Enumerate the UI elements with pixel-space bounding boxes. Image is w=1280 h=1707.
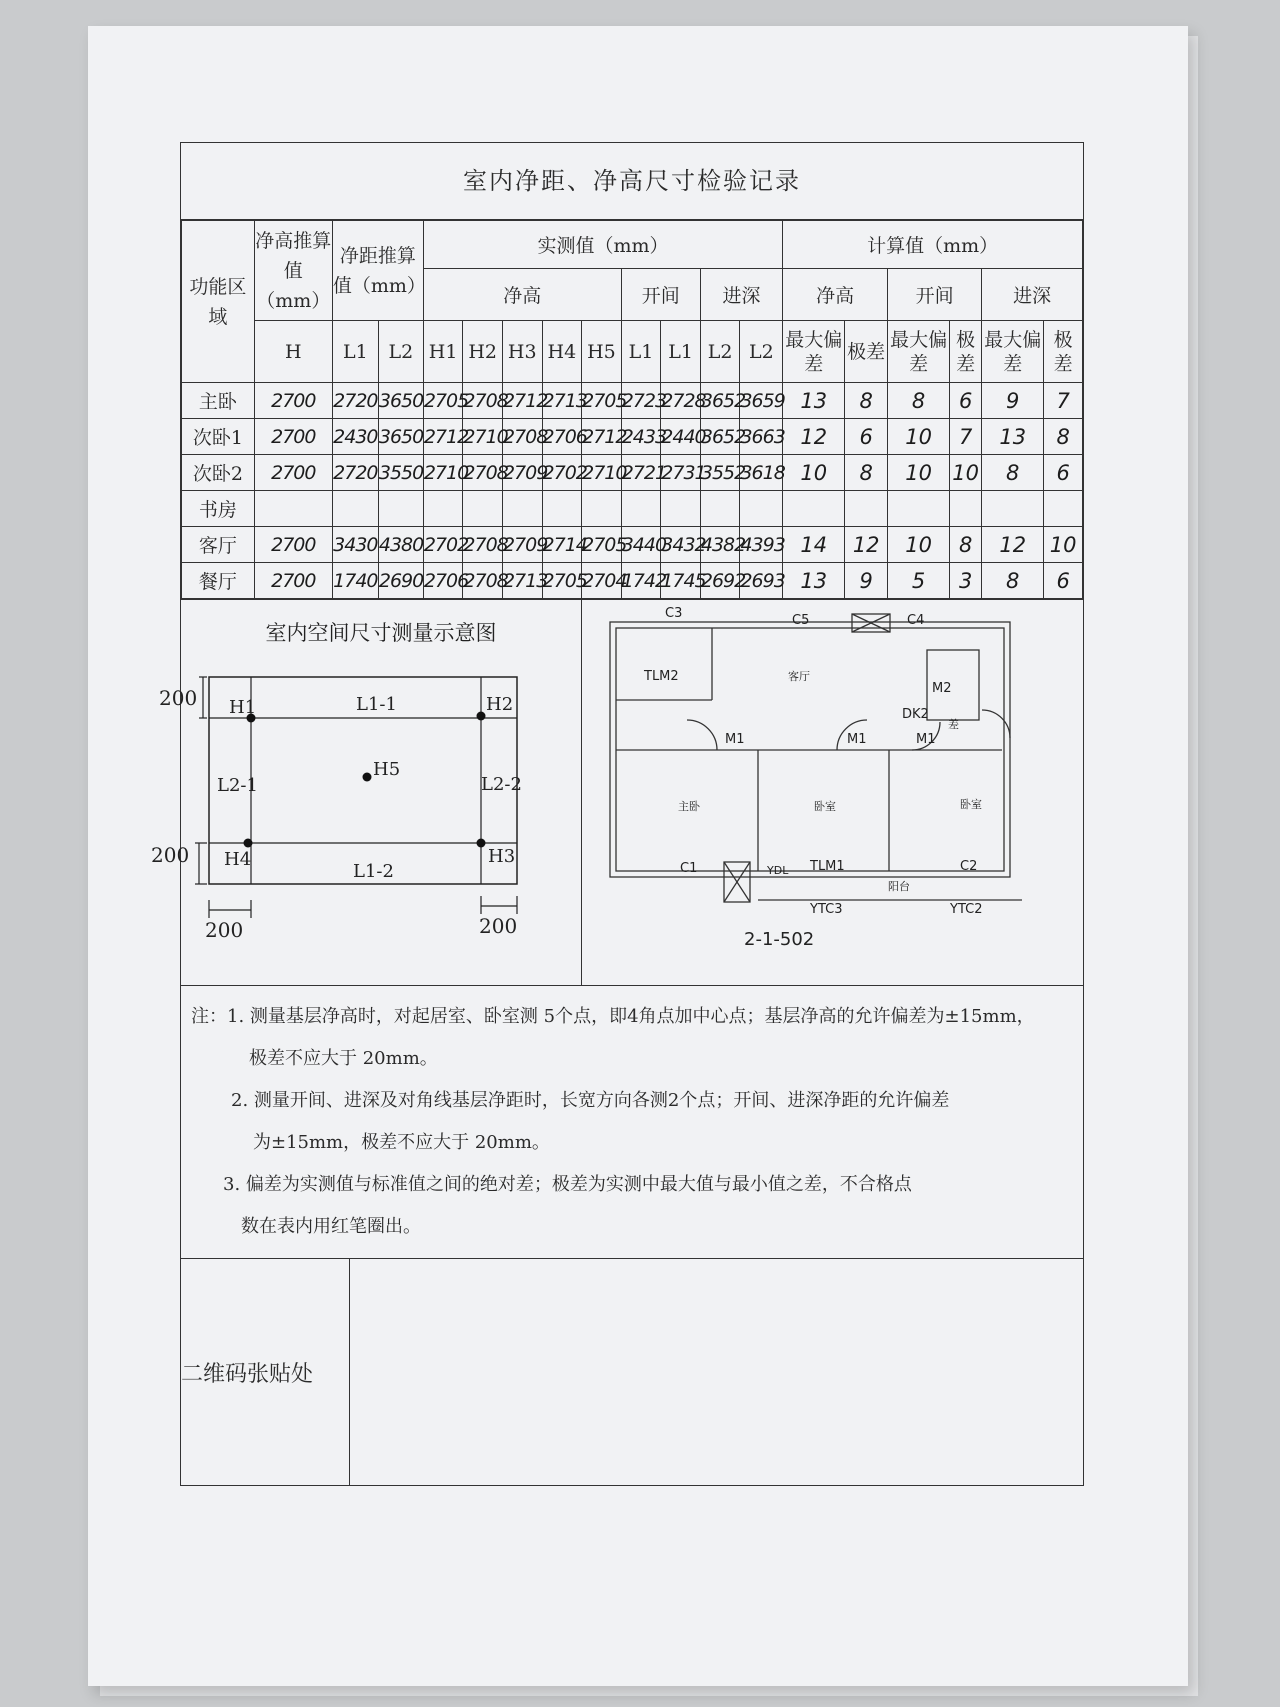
plan-master: 主卧 bbox=[678, 800, 700, 813]
cell-H4: 2706 bbox=[542, 419, 582, 455]
cell-hdev: 14 bbox=[783, 527, 845, 563]
qr-section bbox=[181, 1258, 1083, 1485]
cell-H2: 2708 bbox=[463, 563, 503, 599]
header-col-bay-L1a: L1 bbox=[621, 321, 661, 383]
label-l2-2: L2-2 bbox=[481, 774, 522, 795]
header-col-H: H bbox=[254, 321, 332, 383]
table-body bbox=[182, 383, 1083, 599]
header-measured: 实测值（mm） bbox=[423, 221, 782, 269]
plan-mark: 差 bbox=[948, 718, 959, 731]
point-h3 bbox=[477, 839, 486, 848]
plan-c2: C2 bbox=[960, 859, 978, 874]
point-h2 bbox=[477, 712, 486, 721]
form-frame bbox=[151, 142, 1084, 1486]
header-m-height: 净高 bbox=[423, 269, 621, 321]
cell-H1: 2706 bbox=[423, 563, 463, 599]
cell-H3 bbox=[502, 491, 542, 527]
cell-L2: 3550 bbox=[378, 455, 423, 491]
cell-H2: 2708 bbox=[463, 383, 503, 419]
cell-drange: 7 bbox=[1044, 383, 1083, 419]
note-2a: 2. 测量开间、进深及对角线基层净距时，长宽方向各测2个点；开间、进深净距的允许偏差 bbox=[231, 1090, 950, 1111]
cell-H3: 2709 bbox=[502, 455, 542, 491]
plan-bed-2: 卧室 bbox=[960, 798, 982, 811]
plan-tlm2: TLM2 bbox=[644, 669, 679, 684]
header-col-depth-L2a: L2 bbox=[700, 321, 740, 383]
cell-dL2a: 3552 bbox=[700, 455, 740, 491]
notes-section bbox=[181, 985, 1083, 1258]
row-area-label: 书房 bbox=[182, 491, 255, 527]
cell-L2: 2690 bbox=[378, 563, 423, 599]
cell-L1: 2720 bbox=[332, 455, 378, 491]
cell-ddev: 9 bbox=[982, 383, 1044, 419]
header-dist-est: 净距推算值（mm） bbox=[332, 221, 423, 321]
cell-H4: 2702 bbox=[542, 455, 582, 491]
cell-ddev: 8 bbox=[982, 563, 1044, 599]
cell-bL1b: 3432 bbox=[661, 527, 701, 563]
plan-ydl: YDL bbox=[767, 864, 789, 877]
cell-H1: 2710 bbox=[423, 455, 463, 491]
cell-hdev: 10 bbox=[783, 455, 845, 491]
form-title: 室内净距、净高尺寸检验记录 bbox=[181, 143, 1083, 220]
row-area-label: 餐厅 bbox=[182, 563, 255, 599]
cell-H1 bbox=[423, 491, 463, 527]
cell-bdev: 10 bbox=[888, 455, 950, 491]
cell-ddev: 12 bbox=[982, 527, 1044, 563]
cell-drange: 6 bbox=[1044, 455, 1083, 491]
cell-drange: 8 bbox=[1044, 419, 1083, 455]
cell-bL1b: 2728 bbox=[661, 383, 701, 419]
cell-H5: 2705 bbox=[582, 383, 622, 419]
table-row bbox=[182, 455, 1083, 491]
header-col-depth-L2b: L2 bbox=[740, 321, 783, 383]
cell-dL2b: 3618 bbox=[740, 455, 783, 491]
floor-plan-svg bbox=[582, 600, 1082, 985]
cell-H3: 2708 bbox=[502, 419, 542, 455]
cell-H1: 2702 bbox=[423, 527, 463, 563]
cell-dL2a: 2692 bbox=[700, 563, 740, 599]
cell-L2: 4380 bbox=[378, 527, 423, 563]
cell-bL1a: 2721 bbox=[621, 455, 661, 491]
cell-ddev: 13 bbox=[982, 419, 1044, 455]
dim-bottom: 200 bbox=[151, 843, 190, 867]
note-2b: 为±15mm，极差不应大于 20mm。 bbox=[253, 1132, 550, 1153]
cell-bL1a: 3440 bbox=[621, 527, 661, 563]
cell-H: 2700 bbox=[254, 455, 332, 491]
cell-H: 2700 bbox=[254, 419, 332, 455]
plan-unit-no: 2-1-502 bbox=[744, 929, 815, 950]
table-row bbox=[182, 419, 1083, 455]
cell-bL1a bbox=[621, 491, 661, 527]
header-col-H3: H3 bbox=[502, 321, 542, 383]
header-col-bay-L1b: L1 bbox=[661, 321, 701, 383]
plan-c5: C5 bbox=[792, 613, 810, 628]
point-h4 bbox=[244, 839, 253, 848]
cell-bL1b: 2731 bbox=[661, 455, 701, 491]
table-row bbox=[182, 563, 1083, 599]
table-row bbox=[182, 527, 1083, 563]
header-depth-range: 极差 bbox=[1044, 321, 1083, 383]
header-height-range: 极差 bbox=[845, 321, 888, 383]
plan-dk2: DK2 bbox=[902, 707, 929, 722]
label-h2: H2 bbox=[486, 694, 514, 715]
cell-hdev: 13 bbox=[783, 383, 845, 419]
cell-brange bbox=[950, 491, 982, 527]
cell-H2 bbox=[463, 491, 503, 527]
dim-top: 200 bbox=[159, 686, 198, 710]
cell-bL1a: 2433 bbox=[621, 419, 661, 455]
cell-dL2b: 3663 bbox=[740, 419, 783, 455]
header-depth-max-dev: 最大偏差 bbox=[982, 321, 1044, 383]
point-h5 bbox=[363, 773, 372, 782]
header-height-max-dev: 最大偏差 bbox=[783, 321, 845, 383]
note-1b: 极差不应大于 20mm。 bbox=[249, 1048, 438, 1069]
header-col-H2: H2 bbox=[463, 321, 503, 383]
header-col-L2: L2 bbox=[378, 321, 423, 383]
record-table bbox=[181, 220, 1083, 599]
cell-bdev: 8 bbox=[888, 383, 950, 419]
cell-H4: 2714 bbox=[542, 527, 582, 563]
header-col-H4: H4 bbox=[542, 321, 582, 383]
floor-plan bbox=[582, 600, 1083, 985]
cell-brange: 8 bbox=[950, 527, 982, 563]
cell-H1: 2705 bbox=[423, 383, 463, 419]
cell-ddev bbox=[982, 491, 1044, 527]
plan-living: 客厅 bbox=[788, 670, 810, 683]
cell-hdev: 13 bbox=[783, 563, 845, 599]
note-1a: 注：1. 测量基层净高时，对起居室、卧室测 5个点，即4角点加中心点；基层净高的允许偏差为±15mm， bbox=[191, 1006, 1035, 1027]
cell-H2: 2708 bbox=[463, 527, 503, 563]
cell-L1: 2720 bbox=[332, 383, 378, 419]
cell-H5: 2705 bbox=[582, 527, 622, 563]
cell-H: 2700 bbox=[254, 563, 332, 599]
plan-m1-c: M1 bbox=[916, 732, 936, 747]
header-col-L1: L1 bbox=[332, 321, 378, 383]
label-h4: H4 bbox=[224, 849, 252, 870]
cell-bL1b: 1745 bbox=[661, 563, 701, 599]
cell-H4: 2713 bbox=[542, 383, 582, 419]
header-bay-max-dev: 最大偏差 bbox=[888, 321, 950, 383]
cell-hrange: 8 bbox=[845, 383, 888, 419]
door-arc-4 bbox=[982, 710, 1010, 738]
cell-bdev: 10 bbox=[888, 527, 950, 563]
cell-hrange: 8 bbox=[845, 455, 888, 491]
cell-brange: 6 bbox=[950, 383, 982, 419]
table-row bbox=[182, 491, 1083, 527]
cell-H5: 2710 bbox=[582, 455, 622, 491]
cell-bdev: 10 bbox=[888, 419, 950, 455]
cell-bL1b: 2440 bbox=[661, 419, 701, 455]
row-area-label: 主卧 bbox=[182, 383, 255, 419]
cell-dL2b bbox=[740, 491, 783, 527]
cell-bL1b bbox=[661, 491, 701, 527]
measure-diagram-svg bbox=[151, 600, 581, 985]
plan-tlm1: TLM1 bbox=[810, 859, 845, 874]
cell-dL2b: 4393 bbox=[740, 527, 783, 563]
diagram-section bbox=[151, 599, 1083, 985]
header-calculated: 计算值（mm） bbox=[783, 221, 1083, 269]
note-3b: 数在表内用红笔圈出。 bbox=[241, 1216, 421, 1237]
plan-m1-a: M1 bbox=[725, 732, 745, 747]
cell-hrange: 12 bbox=[845, 527, 888, 563]
plan-ytc3: YTC3 bbox=[810, 902, 843, 917]
table-row bbox=[182, 383, 1083, 419]
plan-ytc2: YTC2 bbox=[950, 902, 983, 917]
cell-H bbox=[254, 491, 332, 527]
plan-m1-b: M1 bbox=[847, 732, 867, 747]
plan-m2: M2 bbox=[932, 681, 952, 696]
header-col-H5: H5 bbox=[582, 321, 622, 383]
cell-H5: 2712 bbox=[582, 419, 622, 455]
cell-H1: 2712 bbox=[423, 419, 463, 455]
header-c-depth: 进深 bbox=[982, 269, 1083, 321]
plan-c3: C3 bbox=[665, 606, 683, 621]
cell-bL1a: 1742 bbox=[621, 563, 661, 599]
header-c-bay: 开间 bbox=[888, 269, 982, 321]
cell-brange: 3 bbox=[950, 563, 982, 599]
header-area: 功能区域 bbox=[182, 221, 255, 383]
label-l1-1: L1-1 bbox=[356, 694, 397, 715]
dim-left-bottom: 200 bbox=[205, 918, 244, 942]
cell-L2: 3650 bbox=[378, 419, 423, 455]
header-c-height: 净高 bbox=[783, 269, 888, 321]
cell-L1: 2430 bbox=[332, 419, 378, 455]
header-m-depth: 进深 bbox=[700, 269, 782, 321]
row-area-label: 次卧2 bbox=[182, 455, 255, 491]
cell-drange: 6 bbox=[1044, 563, 1083, 599]
label-h1: H1 bbox=[229, 697, 257, 718]
cell-ddev: 8 bbox=[982, 455, 1044, 491]
cell-L2: 3650 bbox=[378, 383, 423, 419]
note-3a: 3. 偏差为实测值与标准值之间的绝对差；极差为实测中最大值与最小值之差，不合格点 bbox=[223, 1174, 912, 1195]
cell-dL2a: 4382 bbox=[700, 527, 740, 563]
row-area-label: 次卧1 bbox=[182, 419, 255, 455]
header-col-H1: H1 bbox=[423, 321, 463, 383]
cell-hdev bbox=[783, 491, 845, 527]
plan-c1: C1 bbox=[680, 861, 698, 876]
measure-diagram bbox=[151, 600, 582, 985]
cell-hrange bbox=[845, 491, 888, 527]
plan-c4: C4 bbox=[907, 613, 925, 628]
qr-area bbox=[350, 1259, 1083, 1485]
header-bay-range: 极差 bbox=[950, 321, 982, 383]
label-l2-1: L2-1 bbox=[217, 775, 258, 796]
cell-dL2a: 3652 bbox=[700, 419, 740, 455]
cell-bL1a: 2723 bbox=[621, 383, 661, 419]
cell-bdev bbox=[888, 491, 950, 527]
cell-L1: 3430 bbox=[332, 527, 378, 563]
dim-right-bottom: 200 bbox=[479, 914, 518, 938]
cell-H2: 2710 bbox=[463, 419, 503, 455]
cell-bdev: 5 bbox=[888, 563, 950, 599]
inspection-form bbox=[151, 142, 1084, 1486]
header-height-est: 净高推算值（mm） bbox=[254, 221, 332, 321]
cell-L1 bbox=[332, 491, 378, 527]
cell-H5: 2704 bbox=[582, 563, 622, 599]
row-area-label: 客厅 bbox=[182, 527, 255, 563]
qr-label: 二维码张贴处 bbox=[181, 1259, 350, 1485]
header-m-bay: 开间 bbox=[621, 269, 700, 321]
diagram-title: 室内空间尺寸测量示意图 bbox=[265, 621, 497, 645]
cell-L1: 1740 bbox=[332, 563, 378, 599]
cell-H2: 2708 bbox=[463, 455, 503, 491]
cell-H3: 2712 bbox=[502, 383, 542, 419]
cell-L2 bbox=[378, 491, 423, 527]
cell-H: 2700 bbox=[254, 527, 332, 563]
cell-brange: 7 bbox=[950, 419, 982, 455]
cell-dL2b: 3659 bbox=[740, 383, 783, 419]
label-h3: H3 bbox=[488, 846, 516, 867]
plan-bed-1: 卧室 bbox=[814, 800, 836, 813]
cell-H4 bbox=[542, 491, 582, 527]
cell-hdev: 12 bbox=[783, 419, 845, 455]
cell-dL2a bbox=[700, 491, 740, 527]
label-h5: H5 bbox=[373, 759, 401, 780]
cell-dL2b: 2693 bbox=[740, 563, 783, 599]
cell-brange: 10 bbox=[950, 455, 982, 491]
cell-H5 bbox=[582, 491, 622, 527]
cell-H3: 2709 bbox=[502, 527, 542, 563]
cell-hrange: 9 bbox=[845, 563, 888, 599]
cell-H4: 2705 bbox=[542, 563, 582, 599]
cell-drange bbox=[1044, 491, 1083, 527]
cell-hrange: 6 bbox=[845, 419, 888, 455]
door-arc-1 bbox=[687, 720, 717, 750]
cell-drange: 10 bbox=[1044, 527, 1083, 563]
label-l1-2: L1-2 bbox=[353, 861, 394, 882]
plan-balcony: 阳台 bbox=[888, 880, 910, 893]
cell-H: 2700 bbox=[254, 383, 332, 419]
cell-dL2a: 3652 bbox=[700, 383, 740, 419]
cell-H3: 2713 bbox=[502, 563, 542, 599]
